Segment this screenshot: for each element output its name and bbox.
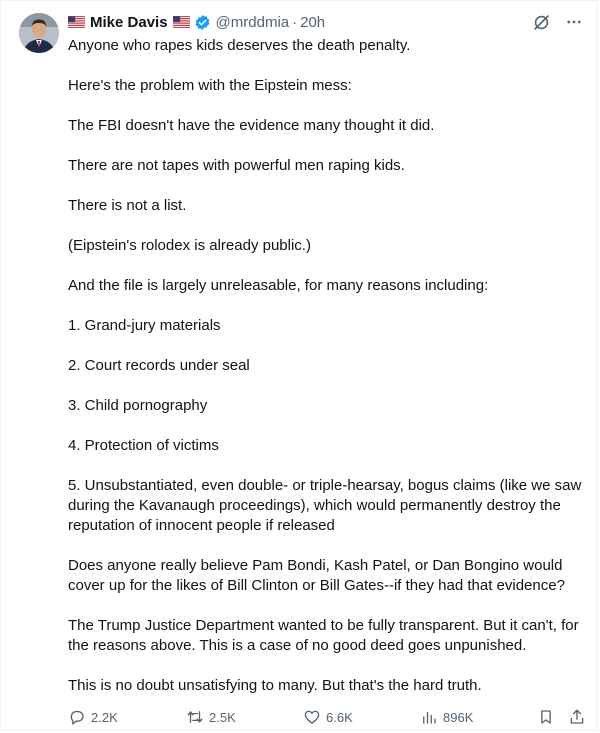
author-handle[interactable]: @mrddmia <box>215 13 290 31</box>
tweet-paragraph: And the file is largely unreleasable, for many reasons including: <box>68 277 489 294</box>
tweet-paragraph: 1. Grand-jury materials <box>68 317 221 334</box>
tweet-paragraph: Anyone who rapes kids deserves the death penalty. <box>68 37 411 54</box>
tweet-header <box>68 11 583 33</box>
repost-count: 2.5K <box>209 709 236 725</box>
tweet-paragraph: This is no doubt unsatisfying to many. But that's the hard truth. <box>68 677 482 694</box>
tweet-paragraph: Here's the problem with the Eipstein mess: <box>68 77 352 94</box>
us-flag-icon <box>173 16 190 28</box>
us-flag-icon <box>68 16 85 28</box>
like-button[interactable] <box>303 707 353 727</box>
repost-button[interactable] <box>186 707 236 727</box>
heart-icon <box>303 708 321 726</box>
separator: · <box>292 13 298 31</box>
reply-button[interactable] <box>68 707 118 727</box>
tweet-paragraph: (Eipstein's rolodex is already public.) <box>68 237 311 254</box>
grok-icon[interactable] <box>532 13 551 32</box>
analytics-icon <box>420 708 438 726</box>
reply-count: 2.2K <box>91 709 118 725</box>
more-options-icon[interactable] <box>565 13 583 31</box>
tweet-paragraph: There is not a list. <box>68 197 187 214</box>
views-button[interactable] <box>420 707 473 727</box>
bookmark-button[interactable] <box>537 707 555 727</box>
views-count: 896K <box>443 709 474 725</box>
timestamp[interactable]: 20h <box>300 13 326 31</box>
verified-badge-icon <box>194 14 211 31</box>
share-icon <box>568 708 586 726</box>
tweet-paragraph: The Trump Justice Department wanted to be fully transparent. But it can't, for the reasons above. This is a case of no good deed goes unpunished. <box>68 617 579 654</box>
author-name[interactable]: Mike Davis <box>90 13 168 31</box>
tweet-paragraph: 2. Court records under seal <box>68 357 250 374</box>
share-button[interactable] <box>568 707 586 727</box>
tweet-body <box>68 36 588 716</box>
tweet-paragraph: 3. Child pornography <box>68 397 208 414</box>
tweet-paragraph: 5. Unsubstantiated, even double- or triple-hearsay, bogus claims (like we saw during the Kavanaugh proceedings), which would permanently destroy the reputation of innocent people if released <box>68 477 582 534</box>
reply-icon <box>68 708 86 726</box>
tweet-paragraph: 4. Protection of victims <box>68 437 219 454</box>
tweet-paragraph: There are not tapes with powerful men raping kids. <box>68 157 405 174</box>
action-bar <box>68 707 588 727</box>
tweet-paragraph: The FBI doesn't have the evidence many thought it did. <box>68 117 435 134</box>
repost-icon <box>186 708 204 726</box>
tweet-paragraph: Does anyone really believe Pam Bondi, Kash Patel, or Dan Bongino would cover up for the likes of Bill Clinton or Bill Gates--if they had that evidence? <box>68 557 565 594</box>
like-count: 6.6K <box>326 709 353 725</box>
bookmark-icon <box>537 708 555 726</box>
avatar[interactable] <box>19 13 59 53</box>
